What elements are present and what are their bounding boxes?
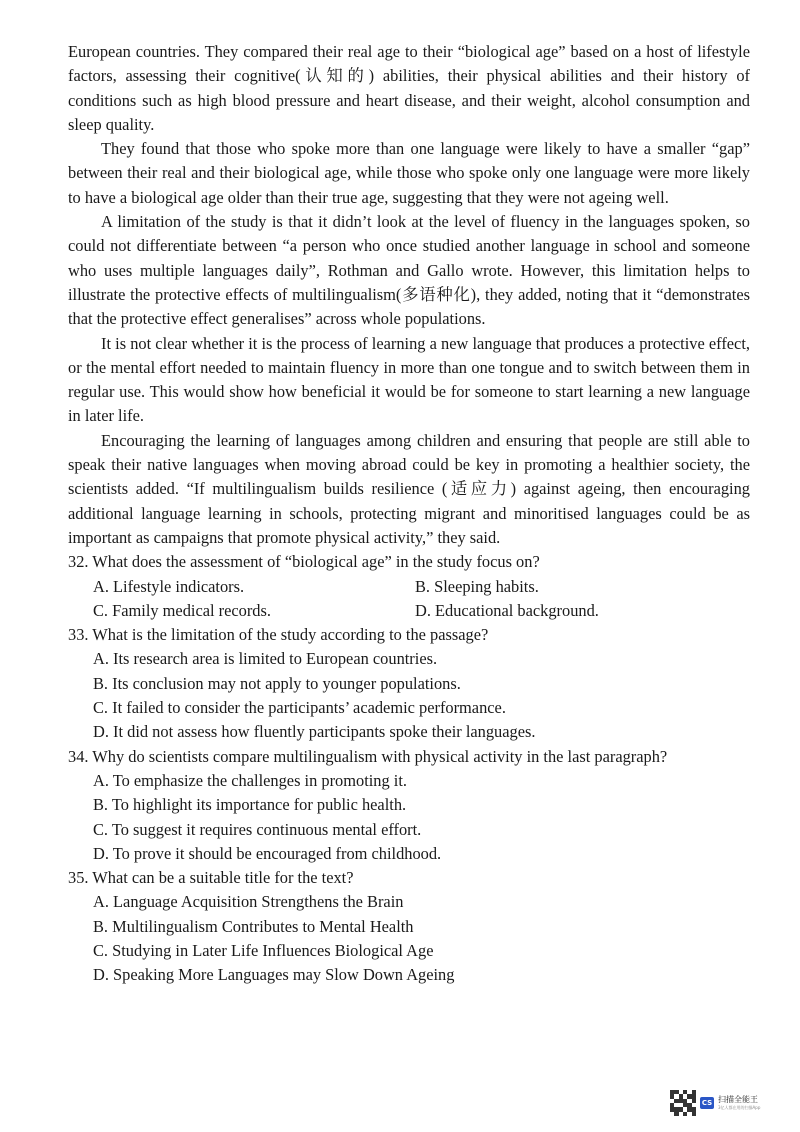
option-c: C. Studying in Later Life Influences Biological Age: [93, 940, 434, 960]
question-33: [68, 623, 750, 744]
qr-code-icon: [670, 1090, 696, 1116]
question-stem: 32. What does the assessment of “biological age” in the study focus on?: [68, 552, 540, 572]
option-c: C. Family medical records.: [93, 600, 271, 620]
option-d: D. It did not assess how fluently participants spoke their languages.: [93, 722, 536, 742]
question-35: [68, 866, 750, 987]
question-stem: 35. What can be a suitable title for the text?: [68, 868, 354, 888]
watermark-title: 扫描全能王: [718, 1095, 758, 1104]
option-d: D. Speaking More Languages may Slow Down Ageing: [93, 965, 455, 985]
option-b: B. To highlight its importance for public health.: [93, 795, 407, 815]
passage-paragraph-4: It is not clear whether it is the process of learning a new language that produces a protective effect, or the mental effort needed to maintain fluency in more than one tongue and to switch between them in regular use. This would show how beneficial it would be for someone to start learning a new language in later life.: [68, 333, 750, 426]
option-a: A. Lifestyle indicators.: [93, 576, 245, 596]
option-a: A. To emphasize the challenges in promoting it.: [93, 770, 407, 790]
passage-paragraph-2: They found that those who spoke more than one language were likely to have a smaller “gap” between their real and their biological age, while those who spoke only one language were more likely to have a biological age older than their true age, suggesting that they were not ageing well.: [68, 139, 750, 207]
question-stem: 34. Why do scientists compare multilingualism with physical activity in the last paragraph?: [68, 746, 668, 766]
question-stem: 33. What is the limitation of the study according to the passage?: [68, 625, 489, 645]
option-b: B. Its conclusion may not apply to younger populations.: [93, 673, 461, 693]
option-c: C. It failed to consider the participants’ academic performance.: [93, 698, 506, 718]
option-d: D. To prove it should be encouraged from childhood.: [93, 843, 442, 863]
scanner-watermark: [670, 1088, 770, 1118]
cs-logo-icon: CS: [701, 1099, 713, 1107]
option-d: D. Educational background.: [415, 600, 599, 620]
option-a: A. Language Acquisition Strengthens the Brain: [93, 892, 404, 912]
passage-paragraph-1: European countries. They compared their real age to their “biological age” based on a host of lifestyle factors, assessing their cognitive(认知的) abilities, their physical abilities and their history of conditions such as high blood pressure and heart disease, and their weight, alcohol consumption and sleep quality.: [68, 42, 750, 134]
option-b: B. Sleeping habits.: [415, 576, 539, 596]
document-page: [68, 40, 750, 988]
watermark-subtitle: 3亿人都在用的扫描App: [718, 1105, 761, 1110]
question-32: [68, 550, 750, 623]
passage-paragraph-3: A limitation of the study is that it didn’t look at the level of fluency in the languages spoken, so could not differentiate between “a person who once studied another language in school and someone who uses multiple languages daily”, Rothman and Gallo wrote. However, this limitation helps to illustrate the protective effects of multilingualism(多语种化), they added, noting that it “demonstrates that the protective effect generalises” across whole populations.: [68, 212, 750, 329]
passage-paragraph-5: Encouraging the learning of languages among children and ensuring that people are still able to speak their native languages when moving abroad could be key in promoting a healthier society, the scientists added. “If multilingualism builds resilience (适应力) against ageing, then encouraging additional language learning in schools, protecting migrant and minoritised languages could be as important as campaigns that promote physical activity,” they said.: [68, 430, 750, 547]
question-34: [68, 745, 750, 866]
option-b: B. Multilingualism Contributes to Mental Health: [93, 916, 414, 936]
option-a: A. Its research area is limited to European countries.: [93, 649, 438, 669]
option-c: C. To suggest it requires continuous mental effort.: [93, 819, 422, 839]
